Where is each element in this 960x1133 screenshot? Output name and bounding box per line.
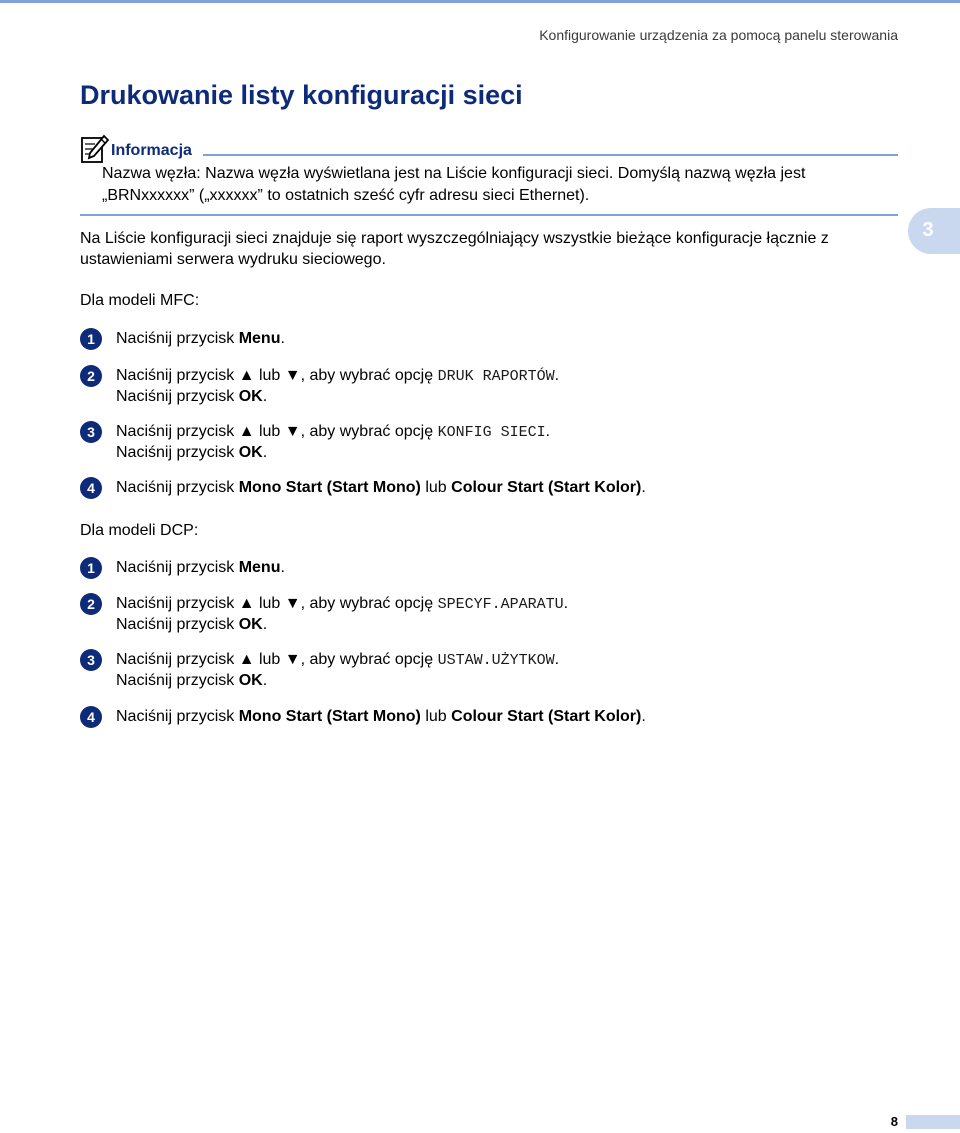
chapter-number: 3 bbox=[922, 219, 934, 241]
note-text bbox=[102, 163, 892, 207]
button-name: Menu bbox=[238, 559, 281, 576]
step-number: 4 bbox=[80, 477, 102, 499]
step-number: 2 bbox=[80, 593, 102, 615]
step-number: 1 bbox=[80, 557, 102, 579]
step-text: Naciśnij przycisk ▲ lub ▼, aby wybrać opcję USTAW.UŻYTKOW. Naciśnij przycisk OK. bbox=[116, 651, 560, 689]
step-number: 3 bbox=[80, 421, 102, 443]
step-text: Naciśnij przycisk Menu. bbox=[116, 330, 285, 347]
intro-line: ustawieniami serwera wydruku sieciowego. bbox=[80, 251, 386, 268]
intro-paragraph bbox=[80, 228, 900, 270]
button-name: OK bbox=[238, 388, 263, 405]
step-number: 4 bbox=[80, 706, 102, 728]
button-name: OK bbox=[238, 444, 263, 461]
section-heading-mfc: Dla modeli MFC: bbox=[80, 292, 200, 309]
button-name: Menu bbox=[238, 330, 281, 347]
button-name: Mono Start (Start Mono) bbox=[238, 708, 421, 725]
step-number: 2 bbox=[80, 365, 102, 387]
running-header: Konfigurowanie urządzenia za pomocą panelu sterowania bbox=[539, 27, 898, 43]
note-line: Nazwa węzła: Nazwa węzła wyświetlana jest na Liście konfiguracji sieci. Domyślą nazwą węzła jest bbox=[102, 165, 806, 182]
page-number: 8 bbox=[890, 1114, 898, 1129]
step-text: Naciśnij przycisk ▲ lub ▼, aby wybrać opcję SPECYF.APARATU. Naciśnij przycisk OK. bbox=[116, 595, 569, 633]
menu-option: USTAW.UŻYTKOW bbox=[437, 652, 555, 669]
note-line: „BRNxxxxxx” („xxxxxx” to ostatnich sześć cyfr adresu sieci Ethernet). bbox=[102, 187, 590, 204]
button-name: OK bbox=[238, 672, 263, 689]
section-heading-dcp: Dla modeli DCP: bbox=[80, 522, 199, 539]
button-name: Colour Start (Start Kolor) bbox=[451, 479, 642, 496]
step-number: 1 bbox=[80, 328, 102, 350]
note-rule-bottom bbox=[80, 214, 898, 216]
step-text: Naciśnij przycisk Mono Start (Start Mono) lub Colour Start (Start Kolor). bbox=[116, 708, 646, 725]
step-number: 3 bbox=[80, 649, 102, 671]
note-rule-top bbox=[203, 154, 898, 156]
step-text: Naciśnij przycisk ▲ lub ▼, aby wybrać opcję KONFIG SIECI. Naciśnij przycisk OK. bbox=[116, 423, 551, 461]
top-rule bbox=[0, 0, 960, 3]
button-name: Mono Start (Start Mono) bbox=[238, 479, 421, 496]
menu-option: DRUK RAPORTÓW bbox=[437, 368, 555, 385]
note-pencil-icon bbox=[80, 134, 110, 164]
button-name: OK bbox=[238, 616, 263, 633]
page-title: Drukowanie listy konfiguracji sieci bbox=[80, 80, 523, 110]
menu-option: KONFIG SIECI bbox=[437, 424, 546, 441]
page-number-bar bbox=[906, 1115, 960, 1129]
chapter-tab bbox=[908, 208, 960, 254]
intro-line: Na Liście konfiguracji sieci znajduje się raport wyszczególniający wszystkie bieżące konfiguracje łącznie z bbox=[80, 230, 829, 247]
step-text: Naciśnij przycisk Mono Start (Start Mono) lub Colour Start (Start Kolor). bbox=[116, 479, 646, 496]
step-text: Naciśnij przycisk ▲ lub ▼, aby wybrać opcję DRUK RAPORTÓW. Naciśnij przycisk OK. bbox=[116, 367, 560, 405]
step-text: Naciśnij przycisk Menu. bbox=[116, 559, 285, 576]
menu-option: SPECYF.APARATU bbox=[437, 596, 564, 613]
note-title: Informacja bbox=[111, 142, 192, 159]
button-name: Colour Start (Start Kolor) bbox=[451, 708, 642, 725]
